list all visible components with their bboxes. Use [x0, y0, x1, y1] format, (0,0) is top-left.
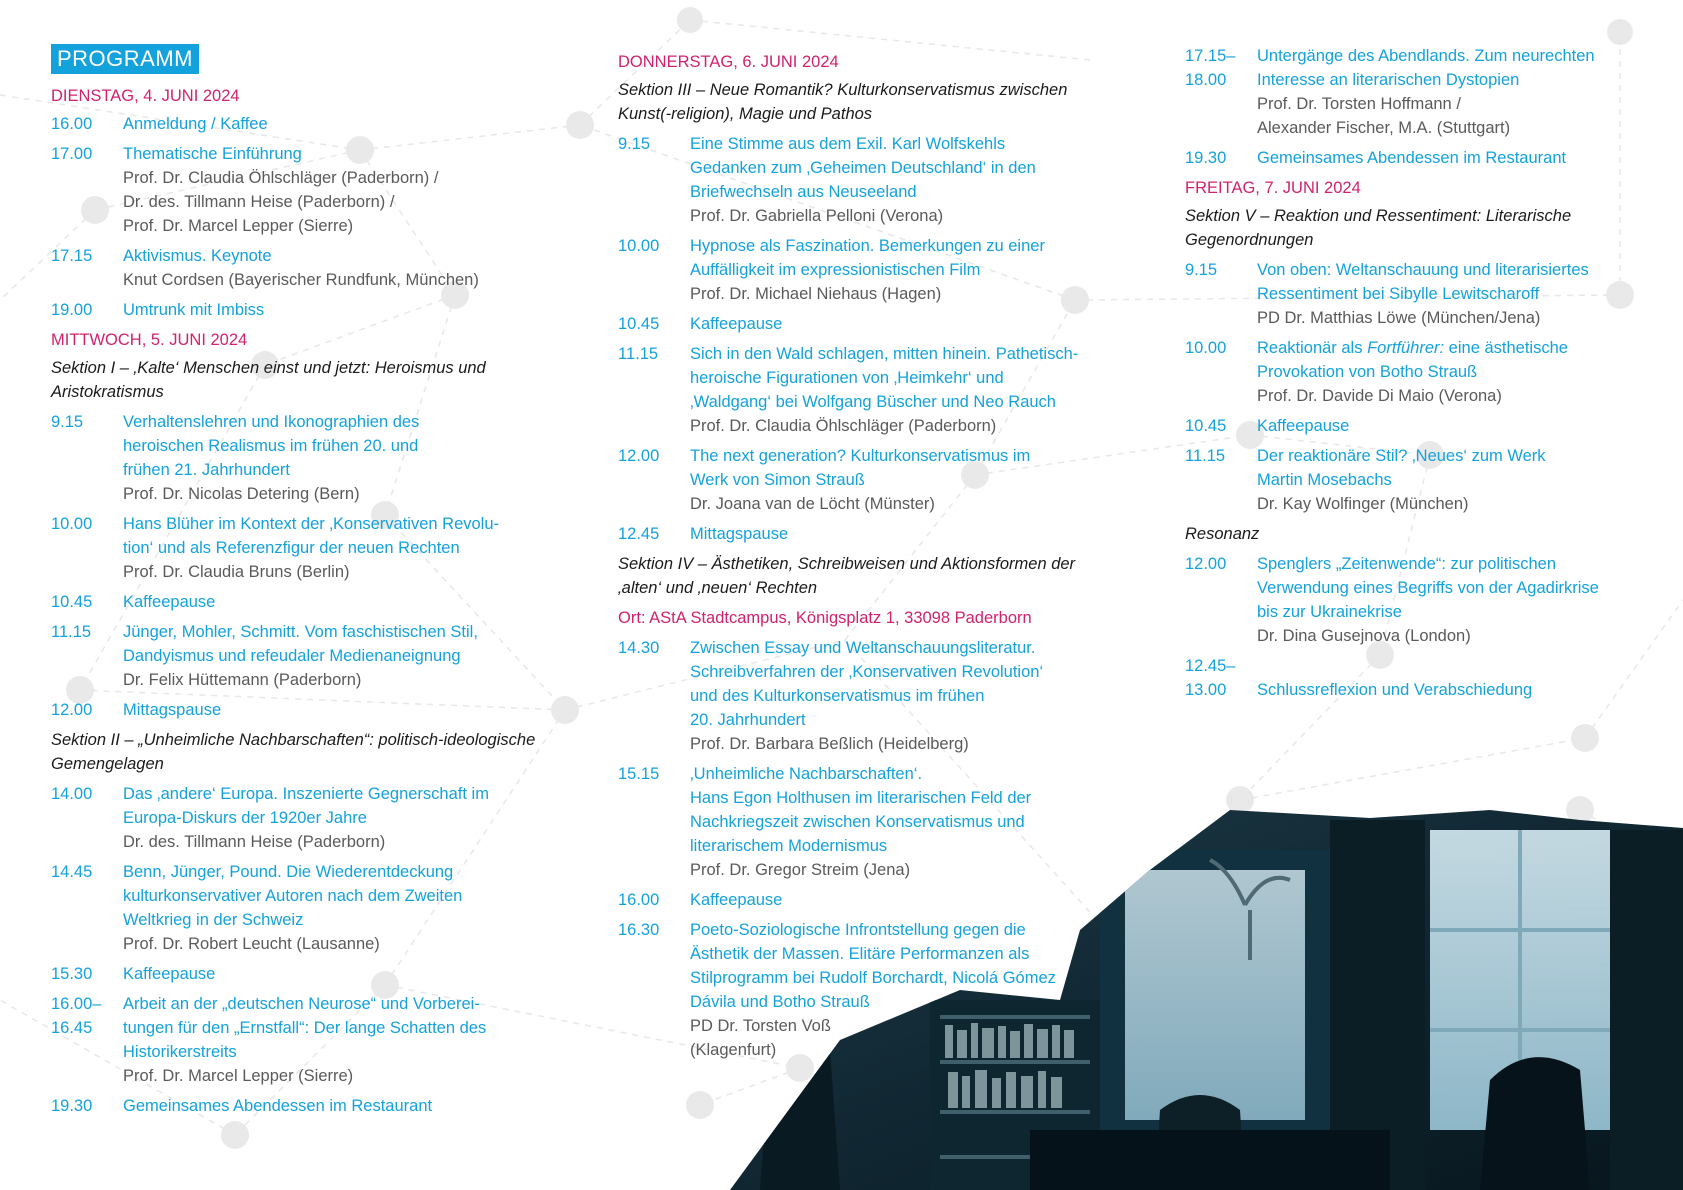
entry-time: 12.00 [1185, 555, 1227, 573]
program-column-2 [618, 44, 1098, 1068]
entry-speaker: Dr. Joana van de Löcht (Münster) [690, 495, 935, 513]
entry-title: Spenglers „Zeitenwende“: zur politischen Verwendung eines Begriffs von der Agadirkrise bis zur Ukrainekrise [1257, 555, 1599, 621]
entry-title: Gemeinsames Abendessen im Restaurant [123, 1097, 433, 1115]
entry-title [1257, 336, 1625, 384]
program-entry [51, 298, 571, 322]
program-entry [618, 762, 1098, 882]
entry-speaker: Prof. Dr. Claudia Öhlschläger (Paderborn) [690, 417, 997, 435]
program-heading: PROGRAMM [51, 44, 199, 74]
entry-time: 14.00 [51, 785, 93, 803]
entry-title: Poeto-Soziologische Infrontstellung gegen die Ästhetik der Massen. Elitäre Performanzen als Stilprogramm bei Rudolf Borchardt, Nicolá Gómez Dávila und Botho Strauß [690, 921, 1056, 1011]
program-entry [51, 620, 571, 692]
program-entry [51, 698, 571, 722]
entry-time: 9.15 [51, 413, 84, 431]
day-heading-tuesday: DIENSTAG, 4. JUNI 2024 [51, 87, 240, 105]
entry-title: Untergänge des Abendlands. Zum neurechten Interesse an literarischen Dystopien [1257, 47, 1595, 89]
entry-title-part: eine ästhetische Provokation von Botho Strauß [1257, 339, 1568, 381]
section-heading: Sektion V – Reaktion und Ressentiment: Literarische Gegenordnungen [1185, 207, 1572, 249]
program-column-1 [51, 44, 571, 1124]
entry-speaker: Prof. Dr. Torsten Hoffmann / Alexander Fischer, M.A. (Stuttgart) [1257, 95, 1511, 137]
venue-location: Ort: AStA Stadtcampus, Königsplatz 1, 33098 Paderborn [618, 609, 1032, 627]
entry-time: 10.45 [1185, 417, 1227, 435]
entry-time: 10.45 [51, 593, 93, 611]
program-entry [51, 244, 571, 292]
entry-speaker: Prof. Dr. Nicolas Detering (Bern) [123, 485, 360, 503]
entry-title: Aktivismus. Keynote [123, 247, 272, 265]
entry-title: Zwischen Essay und Weltanschauungsliteratur. Schreibverfahren der ‚Konservativen Revolution‘ und des Kulturkonservatismus im frühen 20. Jahrhundert [690, 639, 1044, 729]
program-entry [1185, 258, 1625, 330]
section-heading: Resonanz [1185, 525, 1260, 543]
entry-time: 14.45 [51, 863, 93, 881]
entry-time: 19.00 [51, 301, 93, 319]
entry-time: 9.15 [1185, 261, 1218, 279]
entry-title-part: Reaktionär als [1257, 339, 1368, 357]
program-entry [51, 410, 571, 506]
program-entry [618, 918, 1098, 1062]
entry-time: 10.00 [51, 515, 93, 533]
day-heading-thursday: DONNERSTAG, 6. JUNI 2024 [618, 53, 839, 71]
entry-speaker: Prof. Dr. Gregor Streim (Jena) [690, 861, 911, 879]
entry-time: 16.00 [618, 891, 660, 909]
entry-title: Mittagspause [690, 525, 789, 543]
entry-speaker: Dr. Dina Gusejnova (London) [1257, 627, 1471, 645]
entry-time: 17.15 [51, 247, 93, 265]
program-column-3 [1185, 44, 1625, 708]
entry-speaker: PD Dr. Torsten Voß (Klagenfurt) [690, 1017, 831, 1059]
program-entry [1185, 552, 1625, 648]
program-entry [51, 142, 571, 238]
day-heading-wednesday: MITTWOCH, 5. JUNI 2024 [51, 331, 248, 349]
day-heading-friday: FREITAG, 7. JUNI 2024 [1185, 179, 1361, 197]
entry-speaker: Prof. Dr. Gabriella Pelloni (Verona) [690, 207, 944, 225]
entry-title: Kaffeepause [1257, 417, 1350, 435]
entry-speaker: Prof. Dr. Marcel Lepper (Sierre) [123, 1067, 354, 1085]
entry-time: 10.00 [1185, 339, 1227, 357]
entry-speaker: Knut Cordsen (Bayerischer Rundfunk, München) [123, 271, 479, 289]
entry-title: Arbeit an der „deutschen Neurose“ und Vorberei- tungen für den „Ernstfall“: Der lange Schatten des Historikerstreits [123, 995, 487, 1061]
entry-title: The next generation? Kulturkonservatismus im Werk von Simon Strauß [690, 447, 1031, 489]
entry-title: Kaffeepause [690, 315, 783, 333]
entry-time: 11.15 [1185, 447, 1226, 465]
entry-title: Schlussreflexion und Verabschiedung [1257, 681, 1533, 699]
entry-title: Mittagspause [123, 701, 222, 719]
program-entry [1185, 414, 1625, 438]
program-entry [618, 132, 1098, 228]
entry-title: Anmeldung / Kaffee [123, 115, 268, 133]
program-entry [1185, 44, 1625, 140]
entry-title-emphasis: Fortführer: [1367, 339, 1445, 357]
entry-time: 16.00 [51, 115, 93, 133]
entry-time: 9.15 [618, 135, 651, 153]
entry-speaker: Prof. Dr. Michael Niehaus (Hagen) [690, 285, 942, 303]
section-heading: Sektion I – ‚Kalte‘ Menschen einst und jetzt: Heroismus und Aristokratismus [51, 359, 486, 401]
entry-time: 11.15 [51, 623, 92, 641]
program-entry [51, 860, 571, 956]
entry-time: 15.15 [618, 765, 660, 783]
entry-speaker: Dr. Felix Hüttemann (Paderborn) [123, 671, 362, 689]
section-heading: Sektion III – Neue Romantik? Kulturkonservatismus zwischen Kunst(-religion), Magie und Pathos [618, 81, 1068, 123]
entry-speaker: Prof. Dr. Robert Leucht (Lausanne) [123, 935, 380, 953]
entry-title: Benn, Jünger, Pound. Die Wiederentdeckung kulturkonservativer Autoren nach dem Zweiten Weltkrieg in der Schweiz [123, 863, 463, 929]
entry-title: Das ‚andere‘ Europa. Inszenierte Gegnerschaft im Europa-Diskurs der 1920er Jahre [123, 785, 489, 827]
program-entry [51, 782, 571, 854]
program-entry [618, 312, 1098, 336]
entry-title: ‚Unheimliche Nachbarschaften‘. Hans Egon Holthusen im literarischen Feld der Nachkriegszeit zwischen Konservatismus und literarischem Modernismus [690, 765, 1032, 855]
entry-title: Jünger, Mohler, Schmitt. Vom faschistischen Stil, Dandyismus und refeudaler Medienaneignung [123, 623, 478, 665]
entry-title: Thematische Einführung [123, 145, 302, 163]
entry-time: 10.45 [618, 315, 660, 333]
entry-title: Sich in den Wald schlagen, mitten hinein. Pathetisch- heroische Figurationen von ‚Heimkehr‘ und ‚Waldgang‘ bei Wolfgang Büscher und Neo Rauch [690, 345, 1079, 411]
entry-time: 16.30 [618, 921, 660, 939]
program-entry [51, 590, 571, 614]
section-heading: Sektion IV – Ästhetiken, Schreibweisen und Aktionsformen der ‚alten‘ und ‚neuen‘ Rechten [618, 555, 1076, 597]
entry-time: 12.00 [51, 701, 93, 719]
entry-speaker: Prof. Dr. Claudia Öhlschläger (Paderborn) / Dr. des. Tillmann Heise (Paderborn) / Prof. Dr. Marcel Lepper (Sierre) [123, 169, 439, 235]
entry-speaker: Prof. Dr. Davide Di Maio (Verona) [1257, 387, 1502, 405]
entry-speaker: Prof. Dr. Barbara Beßlich (Heidelberg) [690, 735, 969, 753]
entry-title: Umtrunk mit Imbiss [123, 301, 265, 319]
program-entry [1185, 444, 1625, 516]
entry-title: Hypnose als Faszination. Bemerkungen zu einer Auffälligkeit im expressionistischen Film [690, 237, 1045, 279]
entry-title: Kaffeepause [123, 593, 216, 611]
entry-time: 12.45 [618, 525, 660, 543]
program-entry [51, 512, 571, 584]
entry-speaker: Prof. Dr. Claudia Bruns (Berlin) [123, 563, 350, 581]
entry-title: Gemeinsames Abendessen im Restaurant [1257, 149, 1567, 167]
program-entry [1185, 146, 1625, 170]
entry-time: 16.00– 16.45 [51, 995, 102, 1037]
entry-speaker: Dr. des. Tillmann Heise (Paderborn) [123, 833, 386, 851]
entry-time: 19.30 [1185, 149, 1227, 167]
entry-time: 12.45– 13.00 [1185, 657, 1236, 699]
program-entry [618, 636, 1098, 756]
entry-time: 15.30 [51, 965, 93, 983]
program-entry [1185, 336, 1625, 408]
entry-speaker: Dr. Kay Wolfinger (München) [1257, 495, 1469, 513]
entry-title: Kaffeepause [690, 891, 783, 909]
entry-title: Der reaktionäre Stil? ‚Neues‘ zum Werk Martin Mosebachs [1257, 447, 1546, 489]
program-entry [51, 962, 571, 986]
program-entry [618, 888, 1098, 912]
program-entry [51, 112, 571, 136]
program-entry [618, 522, 1098, 546]
program-entry [618, 342, 1098, 438]
entry-title: Verhaltenslehren und Ikonographien des heroischen Realismus im frühen 20. und frühen 21. Jahrhundert [123, 413, 420, 479]
entry-time: 14.30 [618, 639, 660, 657]
entry-time: 11.15 [618, 345, 659, 363]
entry-time: 19.30 [51, 1097, 93, 1115]
entry-time: 12.00 [618, 447, 660, 465]
entry-speaker: PD Dr. Matthias Löwe (München/Jena) [1257, 309, 1541, 327]
entry-title: Eine Stimme aus dem Exil. Karl Wolfskehls Gedanken zum ‚Geheimen Deutschland‘ in den Briefwechseln aus Neuseeland [690, 135, 1036, 201]
entry-title: Kaffeepause [123, 965, 216, 983]
entry-time: 10.00 [618, 237, 660, 255]
program-entry [1185, 654, 1625, 702]
program-entry [618, 234, 1098, 306]
entry-title: Hans Blüher im Kontext der ‚Konservativen Revolu- tion‘ und als Referenzfigur der neuen Rechten [123, 515, 500, 557]
entry-time: 17.15– 18.00 [1185, 47, 1236, 89]
program-entry [618, 444, 1098, 516]
program-entry [51, 992, 571, 1088]
entry-title: Von oben: Weltanschauung und literarisiertes Ressentiment bei Sibylle Lewitscharoff [1257, 261, 1589, 303]
program-entry [51, 1094, 571, 1118]
section-heading: Sektion II – „Unheimliche Nachbarschaften“: politisch-ideologische Gemengelagen [51, 731, 536, 773]
entry-time: 17.00 [51, 145, 93, 163]
